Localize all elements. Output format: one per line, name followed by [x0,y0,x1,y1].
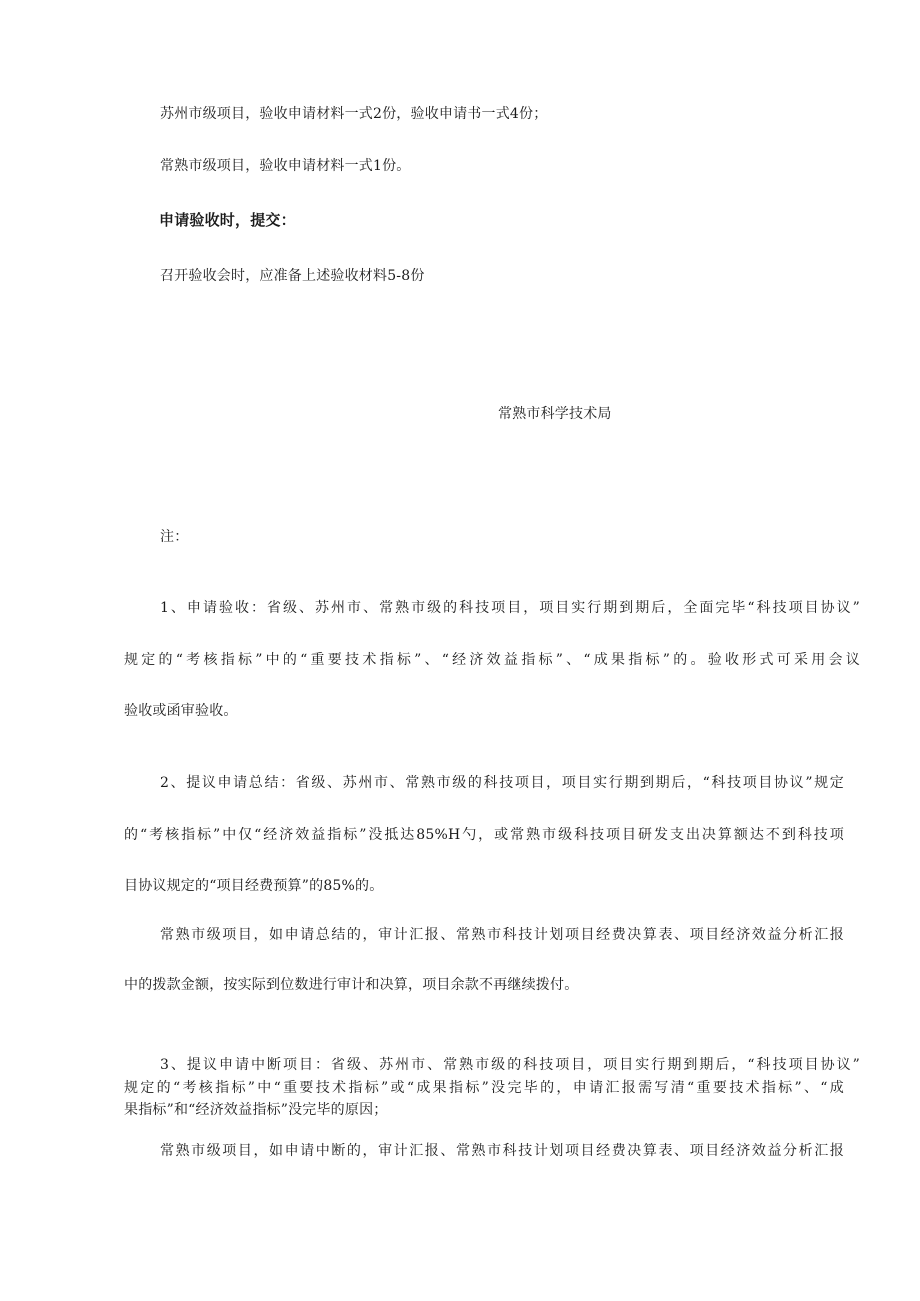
issuer-signature: 常熟市科学技术局 [498,406,612,422]
note-item-3-line-2: 规定的“考核指标”中“重要技术指标”或“成果指标”没完毕的，申请汇报需写清“重要技术指标”、“成 [124,1080,844,1096]
note-item-1-line-3: 验收或函审验收。 [124,703,238,719]
note-item-3-extra-line-1: 常熟市级项目，如申请中断的，审计汇报、常熟市科技计划项目经费决算表、项目经济效益分析汇报 [160,1143,844,1159]
changshu-requirement-line: 常熟市级项目，验收申请材料一式1份。 [160,158,411,174]
note-label: 注： [160,529,189,545]
note-item-2-line-3: 目协议规定的“项目经费预算”的85%的。 [124,878,384,894]
note-item-2-extra-line-1: 常熟市级项目，如申请总结的，审计汇报、常熟市科技计划项目经费决算表、项目经济效益分析汇报 [160,927,844,943]
note-item-2-line-1: 2、提议申请总结：省级、苏州市、常熟市级的科技项目，项目实行期到期后，“科技项目协议”规定 [160,775,844,791]
note-item-3-line-1: 3、提议申请中断项目：省级、苏州市、常熟市级的科技项目，项目实行期到期后，“科技项目协议” [160,1057,860,1073]
note-item-3-line-3: 果指标”和“经济效益指标”没完毕的原因； [124,1102,388,1118]
suzhou-requirement-line: 苏州市级项目，验收申请材料一式2份，验收申请书一式4份； [160,106,548,122]
note-item-1-line-1: 1、申请验收：省级、苏州市、常熟市级的科技项目，项目实行期到期后，全面完毕“科技项目协议” [160,600,860,616]
meeting-requirement-line: 召开验收会时，应准备上述验收材料5-8份 [160,268,425,284]
note-item-2-extra-line-2: 中的拨款金额，按实际到位数进行审计和决算，项目余款不再继续拨付。 [124,977,579,993]
note-item-2-line-2: 的“考核指标”中仅“经济效益指标”没抵达85%H勺，或常熟市级科技项目研发支出决算额达不到科技项 [124,827,844,843]
section-heading: 申请验收时，提交： [159,211,296,229]
note-item-1-line-2: 规定的“考核指标”中的“重要技术指标”、“经济效益指标”、“成果指标”的。验收形式可采用会议 [124,652,860,668]
